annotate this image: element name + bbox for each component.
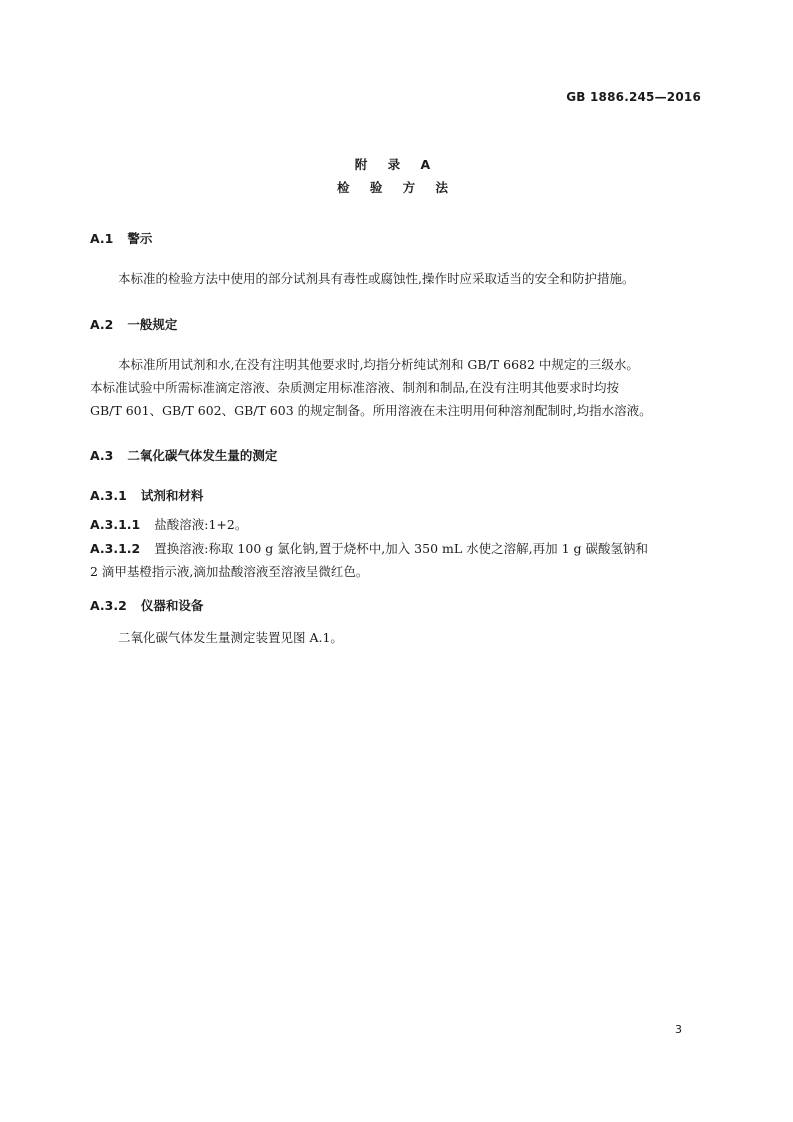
page-number: 3 [675,1023,682,1036]
section-number: A.3.1.2 [90,541,141,556]
section-a2-line2: 本标准试验中所需标准滴定溶液、杂质测定用标准溶液、制剂和制品,在没有注明其他要求时均按 [90,380,619,395]
section-a32-heading [90,596,203,614]
section-a1-text: 本标准的检验方法中使用的部分试剂具有毒性或腐蚀性,操作时应采取适当的安全和防护措施。 [118,271,635,286]
section-title: 仪器和设备 [140,598,204,613]
section-text: 置换溶液:称取 100 g 氯化钠,置于烧杯中,加入 350 mL 水使之溶解,再加 1 g 碳酸氢钠和 [154,541,648,556]
section-number: A.3 [90,448,114,463]
section-a32-text: 二氧化碳气体发生量测定装置见图 A.1。 [118,630,343,645]
section-a312-line2: 2 滴甲基橙指示液,滴加盐酸溶液至溶液呈微红色。 [90,564,369,579]
section-title: 试剂和材料 [140,488,204,503]
section-number: A.1 [90,231,114,246]
section-a2-heading [90,315,177,333]
section-number: A.3.1 [90,488,127,503]
section-number: A.2 [90,317,114,332]
section-text: 盐酸溶液:1+2。 [154,517,248,532]
section-a2-line3: GB/T 601、GB/T 602、GB/T 603 的规定制备。所用溶液在未注明用何种溶剂配制时,均指水溶液。 [90,403,652,418]
section-a31-heading [90,486,203,504]
section-a1-heading [90,229,152,247]
section-title: 二氧化碳气体发生量的测定 [127,448,278,463]
section-number: A.3.1.1 [90,517,141,532]
section-number: A.3.2 [90,598,127,613]
annex-label: 附 录 A [354,157,439,172]
annex-title: 检 验 方 法 [336,180,457,195]
section-title: 一般规定 [127,317,178,332]
section-title: 警示 [127,231,153,246]
section-a2-line1: 本标准所用试剂和水,在没有注明其他要求时,均指分析纯试剂和 GB/T 6682 中规定的三级水。 [118,357,639,372]
section-a3-heading [90,446,277,464]
section-a312 [90,537,648,560]
standard-number: GB 1886.245—2016 [566,90,701,104]
section-a311 [90,513,247,536]
